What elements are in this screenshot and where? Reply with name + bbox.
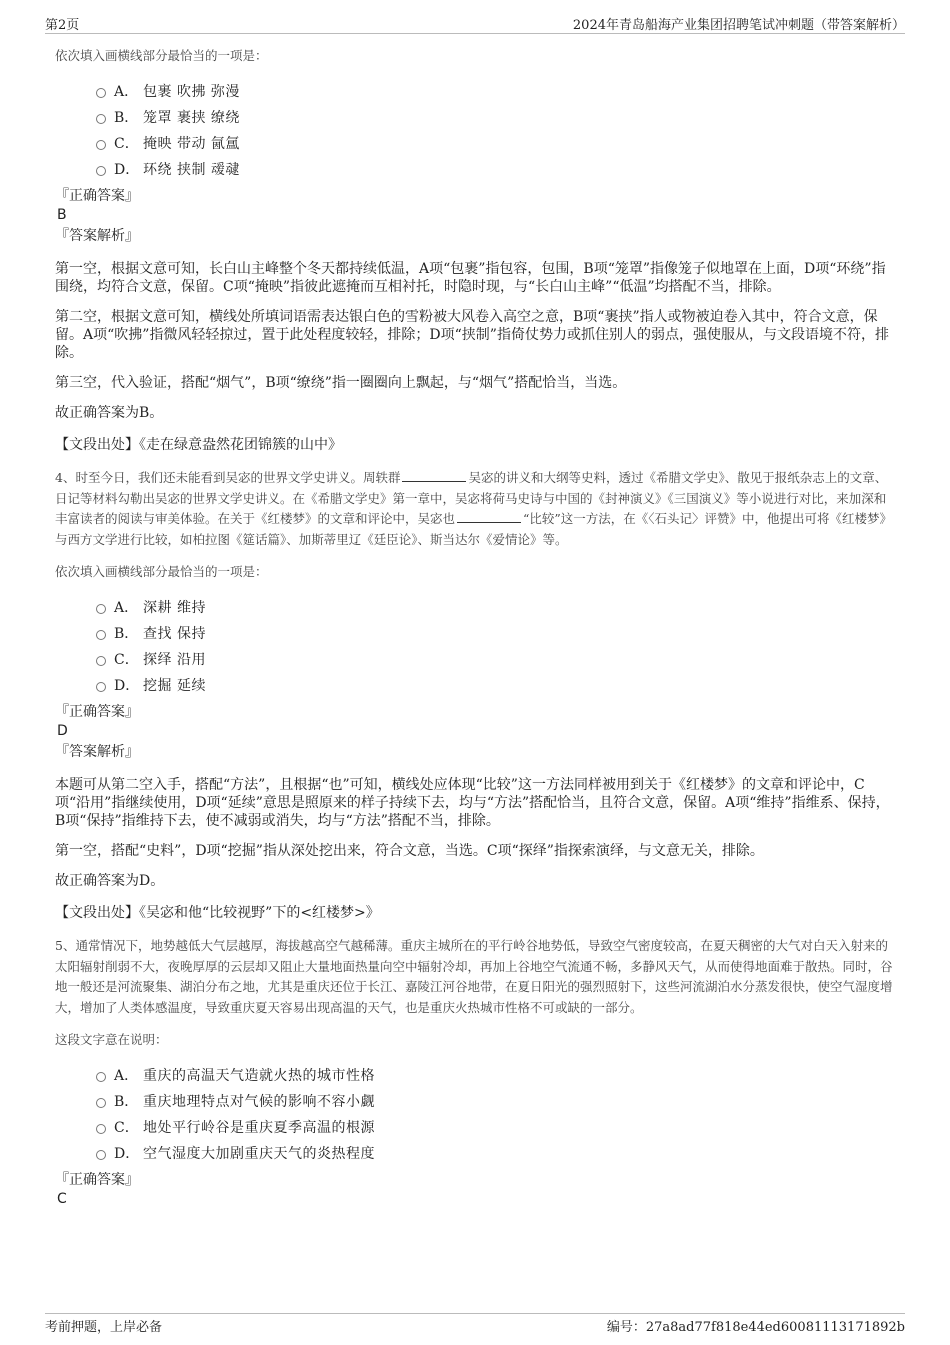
q5-options (96, 1062, 897, 1166)
option-letter: C． (114, 136, 139, 152)
q3-analysis-paragraph: 第三空，代入验证，搭配“烟气”，B项“缭绕”指一圈圈向上飘起，与“烟气”搭配恰当，当选。 (55, 375, 627, 391)
page-content (55, 46, 897, 1208)
q3-option-a[interactable] (96, 78, 897, 104)
document-id: 编号：27a8ad77f818e44ed60081113171892b (606, 1320, 905, 1335)
q4-text-part: 4、时至今日，我们还未能看到吴宓的世界文学史讲义。周轶群 (55, 470, 401, 485)
q4-analysis-paragraph: 本题可从第二空入手，搭配“方法”，且根据“也”可知，横线处应体现“比较”这一方法同样被用到关于《红楼梦》的文章和评论中，C项“沿用”指继续使用，D项“延续”意思是照原来的样子持续下去，均与“方法”搭配恰当，且符合文意，保留。A项“维持”指维系、保持，B项“保持”指维持下去，使不减弱或消失，均与“方法”搭配不当，排除。 (55, 777, 890, 829)
q4-analysis-paragraph: 第一空，搭配“史料”，D项“挖掘”指从深处挖出来，符合文意，当选。C项“探绎”指探索演绎，与文意无关，排除。 (55, 843, 764, 859)
q5-answer: C (57, 1191, 67, 1207)
q3-option-b[interactable] (96, 104, 897, 130)
q4-option-d[interactable] (96, 672, 897, 698)
option-text: 笼罩 裹挟 缭绕 (143, 110, 240, 126)
radio-icon[interactable] (96, 140, 106, 150)
document-title: 2024年青岛船海产业集团招聘笔试冲刺题（带答案解析） (572, 18, 905, 33)
q4-analysis-conclusion: 故正确答案为D。 (55, 873, 165, 889)
q3-analysis-conclusion: 故正确答案为B。 (55, 405, 164, 421)
radio-icon[interactable] (96, 656, 106, 666)
option-letter: B． (114, 1094, 139, 1110)
q5-option-b[interactable] (96, 1088, 897, 1114)
option-letter: A． (114, 600, 139, 616)
radio-icon[interactable] (96, 682, 106, 692)
q5-answer-label: 『正确答案』 (55, 1172, 139, 1188)
page-header (45, 14, 905, 34)
radio-icon[interactable] (96, 166, 106, 176)
q3-answer-label: 『正确答案』 (55, 188, 139, 204)
q4-options (96, 594, 897, 698)
radio-icon[interactable] (96, 630, 106, 640)
option-text: 重庆地理特点对气候的影响不容小觑 (143, 1094, 375, 1110)
q5-option-d[interactable] (96, 1140, 897, 1166)
option-letter: D． (114, 678, 140, 694)
q5-question: 5、通常情况下，地势越低大气层越厚，海拔越高空气越稀薄。重庆主城所在的平行岭谷地势低，导致空气密度较高，在夏天稠密的大气对白天入射来的太阳辐射削弱不大，夜晚厚厚的云层却又阻止大量地面热量向空中辐射冷却，再加上谷地空气流通不畅，多静风天气，从而使得地面难于散热。同时，谷地一般还是河流聚集、湖泊分布之地，尤其是重庆还位于长江、嘉陵江河谷地带，在夏日阳光的强烈照射下，这些河流湖泊水分蒸发很快，使空气湿度增大，增加了人类体感温度，导致重庆夏天容易出现高温的天气，也是重庆火热城市性格不可或缺的一部分。 (55, 938, 893, 1015)
option-text: 探绎 沿用 (143, 652, 206, 668)
radio-icon[interactable] (96, 114, 106, 124)
radio-icon[interactable] (96, 1124, 106, 1134)
option-text: 地处平行岭谷是重庆夏季高温的根源 (143, 1120, 375, 1136)
q4-text-part: 吴宓的讲义和大纲等史料，透过《希腊文学史》、散见于报纸杂志上的文章、日记等材料勾勒出吴宓的世界文学史讲义。在《希腊文学史》第一章中，吴宓将荷马史诗与中国的《封神演义》《三国演义》等小说进行对比，来加深和丰富读者的阅读与审美体验。在关于《红楼梦》的文章和评论中，吴宓也 (55, 470, 888, 526)
q4-analysis-label: 『答案解析』 (55, 744, 139, 760)
option-text: 重庆的高温天气造就火热的城市性格 (143, 1068, 375, 1084)
q4-question (55, 468, 897, 550)
q4-answer: D (57, 723, 68, 739)
option-text: 挖掘 延续 (143, 678, 206, 694)
fill-blank (457, 510, 521, 523)
q5-option-a[interactable] (96, 1062, 897, 1088)
q3-options (96, 78, 897, 182)
q5-prompt: 这段文字意在说明： (55, 1032, 168, 1047)
q4-prompt: 依次填入画横线部分最恰当的一项是： (55, 564, 268, 579)
option-text: 包裹 吹拂 弥漫 (143, 84, 240, 100)
q4-text-part: “比较”这一方法，在《〈石头记〉评赞》中，他提出可将《红楼梦》与西方文学进行比较，如柏拉图《筵话篇》、加斯蒂里辽《廷臣论》、斯当达尔《爱情论》等。 (55, 511, 893, 547)
option-text: 掩映 带动 氤氲 (143, 136, 240, 152)
option-letter: C． (114, 652, 139, 668)
q5-option-c[interactable] (96, 1114, 897, 1140)
q4-option-b[interactable] (96, 620, 897, 646)
q3-option-d[interactable] (96, 156, 897, 182)
q3-prompt: 依次填入画横线部分最恰当的一项是： (55, 48, 268, 63)
q3-answer: B (57, 207, 67, 223)
footer-slogan: 考前押题，上岸必备 (45, 1320, 163, 1335)
option-letter: A． (114, 1068, 139, 1084)
option-letter: D． (114, 1146, 140, 1162)
radio-icon[interactable] (96, 1072, 106, 1082)
q3-analysis-paragraph: 第一空，根据文意可知，长白山主峰整个冬天都持续低温，A项“包裹”指包容，包围，B项“笼罩”指像笼子似地罩在上面，D项“环绕”指围绕，均符合文意，保留。C项“掩映”指彼此遮掩而互相衬托，时隐时现，与“长白山主峰”“低温”均搭配不当，排除。 (55, 261, 886, 295)
radio-icon[interactable] (96, 1098, 106, 1108)
option-text: 查找 保持 (143, 626, 206, 642)
q3-source: 【文段出处】《走在绿意盎然花团锦簇的山中》 (55, 437, 342, 453)
option-letter: C． (114, 1120, 139, 1136)
fill-blank (402, 469, 466, 482)
radio-icon[interactable] (96, 604, 106, 614)
page-number: 第2页 (45, 18, 80, 33)
option-text: 空气湿度大加剧重庆天气的炎热程度 (143, 1146, 375, 1162)
q4-answer-label: 『正确答案』 (55, 704, 139, 720)
q4-option-a[interactable] (96, 594, 897, 620)
radio-icon[interactable] (96, 1150, 106, 1160)
q3-option-c[interactable] (96, 130, 897, 156)
radio-icon[interactable] (96, 88, 106, 98)
option-text: 环绕 挟制 叆叇 (143, 162, 240, 178)
option-letter: B． (114, 110, 139, 126)
q3-analysis-paragraph: 第二空，根据文意可知，横线处所填词语需表达银白色的雪粉被大风卷入高空之意，B项“裹挟”指人或物被迫卷入其中，符合文意，保留。A项“吹拂”指微风轻轻掠过，置于此处程度较轻，排除；D项“挟制”指倚仗势力或抓住别人的弱点，强使服从，与文段语境不符，排除。 (55, 309, 889, 361)
page-footer (45, 1313, 905, 1337)
option-letter: A． (114, 84, 139, 100)
option-letter: D． (114, 162, 140, 178)
option-letter: B． (114, 626, 139, 642)
q4-source: 【文段出处】《吴宓和他“比较视野”下的<红楼梦>》 (55, 905, 380, 921)
q4-option-c[interactable] (96, 646, 897, 672)
option-text: 深耕 维持 (143, 600, 206, 616)
q3-analysis-label: 『答案解析』 (55, 228, 139, 244)
